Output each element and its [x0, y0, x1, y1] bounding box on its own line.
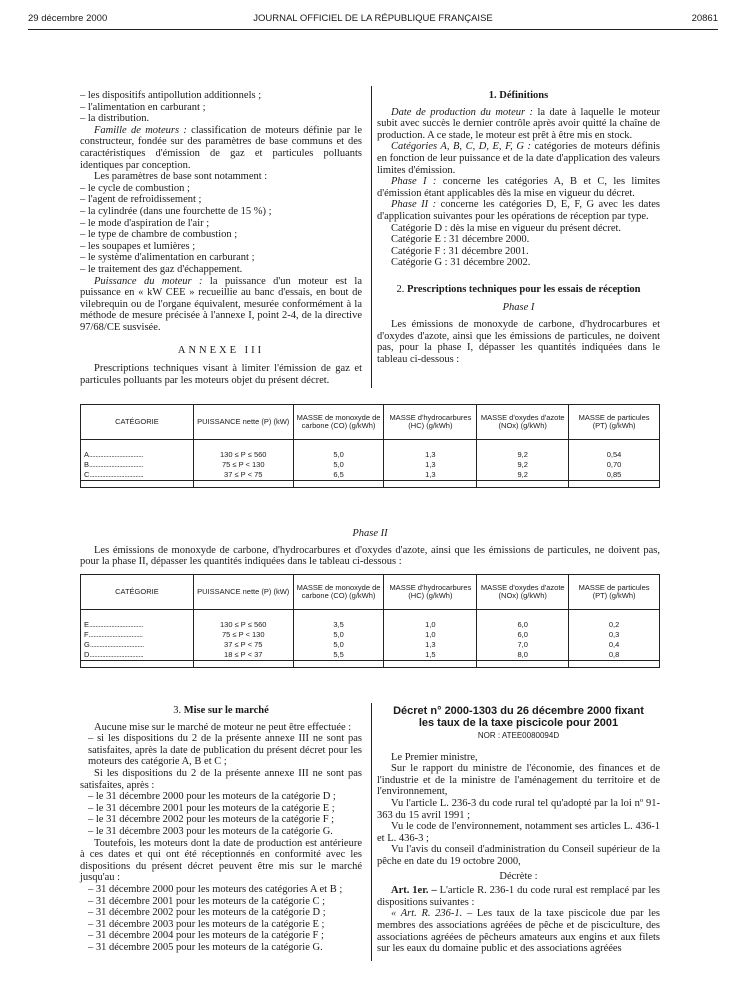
- table-cell-cat: C..................................: [81, 470, 194, 481]
- deadline-item: – le 31 décembre 2002 pour les moteurs de la catégorie F ;: [88, 814, 335, 826]
- column-header: MASSE d'hydrocarbures (HC) (g/kWh): [384, 575, 477, 610]
- column-header: CATÉGORIE: [81, 575, 194, 610]
- table-cell-hc: 1,0: [384, 630, 477, 640]
- table-cell-cat: D..................................: [81, 650, 194, 661]
- table-cell-co: 6,5: [293, 470, 384, 481]
- phase2-block: [80, 528, 660, 568]
- table-cell-pt: 0,4: [569, 640, 660, 650]
- column-header: MASSE d'oxydes d'azote (NOx) (g/kWh): [477, 575, 569, 610]
- phase1-definition: Phase I : concerne les catégories A, B et C, les limites d'émission étant applicables dès la mise en vigueur du décret.: [377, 176, 661, 199]
- recital-3: Vu le code de l'environnement, notamment ses articles L. 436-1 et L. 436-3 ;: [377, 821, 660, 844]
- column-divider: [371, 86, 372, 388]
- table-cell-p: 130 ≤ P ≤ 560: [193, 620, 293, 630]
- table-cell-pt: 0,8: [569, 650, 660, 661]
- spacer-row: [81, 440, 660, 451]
- section-1-title: 1. Définitions: [488, 90, 549, 101]
- table-cell-pt: 0,2: [569, 620, 660, 630]
- exception-item: – 31 décembre 2001 pour les moteurs de la catégorie C ;: [88, 895, 326, 907]
- header-page-number: 20861: [691, 13, 718, 24]
- table-cell-hc: 1,0: [384, 620, 477, 630]
- table-row: [81, 620, 660, 630]
- list-item: – les dispositifs antipollution additionnels ;: [80, 90, 262, 101]
- market-exception: Toutefois, les moteurs dont la date de production est antérieure à ces dates et qui ont été réceptionnés en conformité avec les dispositions du présent décret peuvent être mis sur le marché jusqu'au :: [80, 837, 362, 884]
- left-column: [80, 90, 362, 386]
- column-header: MASSE de particules (PT) (g/kWh): [569, 575, 660, 610]
- category-e-date: Catégorie E : 31 décembre 2000.: [391, 234, 530, 246]
- column-header: PUISSANCE nette (P) (kW): [193, 405, 293, 440]
- table-row: [81, 650, 660, 661]
- table-cell-pt: 0,85: [569, 470, 660, 481]
- param-item: – le traitement des gaz d'échappement.: [80, 263, 243, 275]
- table-cell-p: 75 ≤ P < 130: [193, 460, 293, 470]
- table-row: [81, 460, 660, 470]
- list-item: – la distribution.: [80, 113, 150, 125]
- column-header: MASSE d'hydrocarbures (HC) (g/kWh): [384, 405, 477, 440]
- phase2-definition: Phase II : concerne les catégories D, E, F, G avec les dates d'application suivantes pour les opérations de réception par type.: [377, 199, 660, 222]
- spacer-row: [81, 610, 660, 621]
- market-intro: Aucune mise sur le marché de moteur ne peut être effectuée :: [94, 721, 352, 733]
- table-cell-hc: 1,3: [384, 470, 477, 481]
- table-cell-nox: 6,0: [477, 630, 569, 640]
- table-cell-nox: 7,0: [477, 640, 569, 650]
- table-cell-cat: B..................................: [81, 460, 194, 470]
- exception-list: [80, 884, 362, 954]
- recital-1: Sur le rapport du ministre de l'économie, des finances et de l'industrie et de la ministre de l'aménagement du territoire et de l'environnement,: [377, 763, 660, 798]
- article-1: Art. 1er. – L'article R. 236-1 du code rural est remplacé par les dispositions suivantes :: [377, 885, 660, 908]
- deadline-item: – le 31 décembre 2000 pour les moteurs de la catégorie D ;: [88, 791, 336, 803]
- param-item: – le cycle de combustion ;: [80, 182, 190, 194]
- table-row: [81, 470, 660, 481]
- decrete: Décrète :: [499, 870, 538, 882]
- table-cell-co: 5,0: [293, 640, 384, 650]
- table-cell-pt: 0,3: [569, 630, 660, 640]
- column-header: CATÉGORIE: [81, 405, 194, 440]
- list-item: – l'alimentation en carburant ;: [80, 101, 206, 113]
- param-item: – la cylindrée (dans une fourchette de 15 %) ;: [80, 205, 272, 217]
- table-cell-co: 5,0: [293, 460, 384, 470]
- bottom-right-column: [377, 705, 660, 955]
- param-item: – le système d'alimentation en carburant ;: [80, 252, 255, 264]
- section-2-title: 2. Prescriptions techniques pour les essais de réception: [396, 283, 641, 295]
- table-cell-co: 5,0: [293, 450, 384, 460]
- table-cell-p: 37 ≤ P < 75: [193, 470, 293, 481]
- table-row: [81, 640, 660, 650]
- table-cell-nox: 9,2: [477, 470, 569, 481]
- header-title: JOURNAL OFFICIEL DE LA RÉPUBLIQUE FRANÇAISE: [253, 13, 493, 24]
- phase1-title: Phase I: [502, 301, 535, 313]
- table-cell-nox: 6,0: [477, 620, 569, 630]
- phase1-table: [80, 404, 660, 488]
- phase2-table: [80, 574, 660, 668]
- table-cell-co: 5,0: [293, 630, 384, 640]
- decree-title: Décret n° 2000-1303 du 26 décembre 2000 fixant les taux de la taxe piscicole pour 2001: [393, 705, 644, 729]
- table-row: [81, 630, 660, 640]
- column-header: PUISSANCE nette (P) (kW): [193, 575, 293, 610]
- nor-reference: NOR : ATEE0080094D: [477, 731, 560, 740]
- famille-definition: Famille de moteurs : classification de moteurs définie par le constructeur, fondée sur des paramètres de base communs et des caractéristiques d'émission de gaz et particules polluants identiques par conception.: [80, 124, 362, 171]
- param-item: – les soupapes et lumières ;: [80, 240, 196, 252]
- table-cell-cat: E..................................: [81, 620, 194, 630]
- table-cell-cat: A..................................: [81, 450, 194, 460]
- table-cell-nox: 9,2: [477, 450, 569, 460]
- table-cell-nox: 8,0: [477, 650, 569, 661]
- table-cell-pt: 0,70: [569, 460, 660, 470]
- table-cell-p: 130 ≤ P ≤ 560: [193, 450, 293, 460]
- recital-2: Vu l'article L. 236-3 du code rural tel qu'adopté par la loi nº 91-363 du 15 avril 1991 ;: [377, 797, 660, 821]
- table-row: [81, 450, 660, 460]
- header-rule: [28, 29, 718, 30]
- page-header: [28, 13, 718, 25]
- market-after: Si les dispositions du 2 de la présente annexe III ne sont pas satisfaites, après :: [80, 767, 362, 791]
- exception-item: – 31 décembre 2005 pour les moteurs de la catégorie G.: [88, 941, 323, 953]
- spacer-row: [81, 481, 660, 488]
- puissance-definition: Puissance du moteur : la puissance d'un moteur est la puissance en « kW CEE » recueillie au banc d'essais, en bout de vilebrequin ou de l'organe équivalent, mesurée conformément à la méthode de mesure précisée à l'annexe I, point 2-4, de la directive 97/68/CE susvisée.: [80, 275, 362, 333]
- deadline-item: – le 31 décembre 2003 pour les moteurs de la catégorie G.: [88, 825, 333, 837]
- column-header: MASSE de monoxyde de carbone (CO) (g/kWh): [293, 575, 384, 610]
- table-cell-co: 3,5: [293, 620, 384, 630]
- phase2-title: Phase II: [352, 528, 388, 539]
- params-list: [80, 183, 362, 276]
- category-g-date: Catégorie G : 31 décembre 2002.: [391, 257, 531, 269]
- category-f-date: Catégorie F : 31 décembre 2001.: [391, 245, 529, 257]
- category-d-date: Catégorie D : dès la mise en vigueur du présent décret.: [391, 222, 622, 234]
- exception-item: – 31 décembre 2004 pour les moteurs de la catégorie F ;: [88, 930, 324, 942]
- table-cell-cat: G..................................: [81, 640, 194, 650]
- recital-4: Vu l'avis du conseil d'administration du Conseil supérieur de la pêche en date du 19 octobre 2000,: [377, 844, 660, 867]
- column-divider: [371, 703, 372, 961]
- exception-item: – 31 décembre 2000 pour les moteurs des catégories A et B ;: [88, 883, 343, 895]
- annexe-text: Prescriptions techniques visant à limiter l'émission de gaz et particules polluants par les moteurs objet du présent décret.: [80, 363, 362, 386]
- table-cell-pt: 0,54: [569, 450, 660, 460]
- section-3-title: 3. Mise sur le marché: [173, 705, 269, 716]
- param-item: – le type de chambre de combustion ;: [80, 229, 238, 241]
- spacer-row: [81, 661, 660, 668]
- table-cell-co: 5,5: [293, 650, 384, 661]
- date-definition: Date de production du moteur : la date à laquelle le moteur subit avec succès le dernier contrôle après avoir quitté la chaîne de production. A ce stade, le moteur est prêt à être mis en stock.: [377, 106, 660, 141]
- annexe-title: ANNEXE III: [177, 345, 265, 357]
- prime-minister: Le Premier ministre,: [391, 751, 478, 763]
- right-column: [377, 90, 660, 365]
- column-header: MASSE de monoxyde de carbone (CO) (g/kWh): [293, 405, 384, 440]
- header-date: 29 décembre 2000: [28, 13, 108, 24]
- phase1-text: Les émissions de monoxyde de carbone, d'hydrocarbures et d'oxydes d'azote, ainsi que les émissions de particules, ne doivent pas, pour la phase I, dépasser les quantités indiquées dans le tableau ci-dessous :: [377, 319, 660, 365]
- table-cell-nox: 9,2: [477, 460, 569, 470]
- deadline-item: – le 31 décembre 2001 pour les moteurs de la catégorie E ;: [88, 802, 335, 814]
- table-cell-hc: 1,3: [384, 460, 477, 470]
- exception-item: – 31 décembre 2002 pour les moteurs de la catégorie D ;: [88, 907, 326, 919]
- param-item: – le mode d'aspiration de l'air ;: [80, 217, 210, 229]
- bottom-left-column: [80, 705, 362, 953]
- column-header: MASSE de particules (PT) (g/kWh): [569, 405, 660, 440]
- table-cell-p: 18 ≤ P < 37: [193, 650, 293, 661]
- table-cell-hc: 1,5: [384, 650, 477, 661]
- categories-definition: Catégories A, B, C, D, E, F, G : catégories de moteurs définis en fonction de leur puissance et de la date d'application des valeurs limites d'émission.: [377, 141, 660, 176]
- table-cell-p: 75 ≤ P < 130: [193, 630, 293, 640]
- params-intro: Les paramètres de base sont notamment :: [94, 171, 268, 183]
- phase2-text: Les émissions de monoxyde de carbone, d'hydrocarbures et d'oxydes d'azote, ainsi que les émissions de particules, ne doivent pas, pour la phase II, dépasser les quantités indiquées dans le tableau ci-dessous :: [80, 544, 660, 568]
- table-cell-cat: F..................................: [81, 630, 194, 640]
- table-cell-p: 37 ≤ P < 75: [193, 640, 293, 650]
- deadline-list: [80, 791, 362, 837]
- table-cell-hc: 1,3: [384, 640, 477, 650]
- column-header: MASSE d'oxydes d'azote (NOx) (g/kWh): [477, 405, 569, 440]
- article-r236-1: « Art. R. 236-1. – Les taux de la taxe piscicole due par les membres des associations agréées de pêche et de pisciculture, des associations agréées de pêcheurs amateurs aux engins et aux filets sur les eaux du domaine public et des associations agréées: [377, 908, 661, 955]
- table-cell-hc: 1,3: [384, 450, 477, 460]
- exception-item: – 31 décembre 2003 pour les moteurs de la catégorie E ;: [88, 918, 325, 930]
- market-condition: – si les dispositions du 2 de la présente annexe III ne sont pas satisfaites, après la date de publication du présent décret pour les moteurs des catégorie A, B et C ;: [88, 733, 362, 768]
- param-item: – l'agent de refroidissement ;: [80, 194, 202, 206]
